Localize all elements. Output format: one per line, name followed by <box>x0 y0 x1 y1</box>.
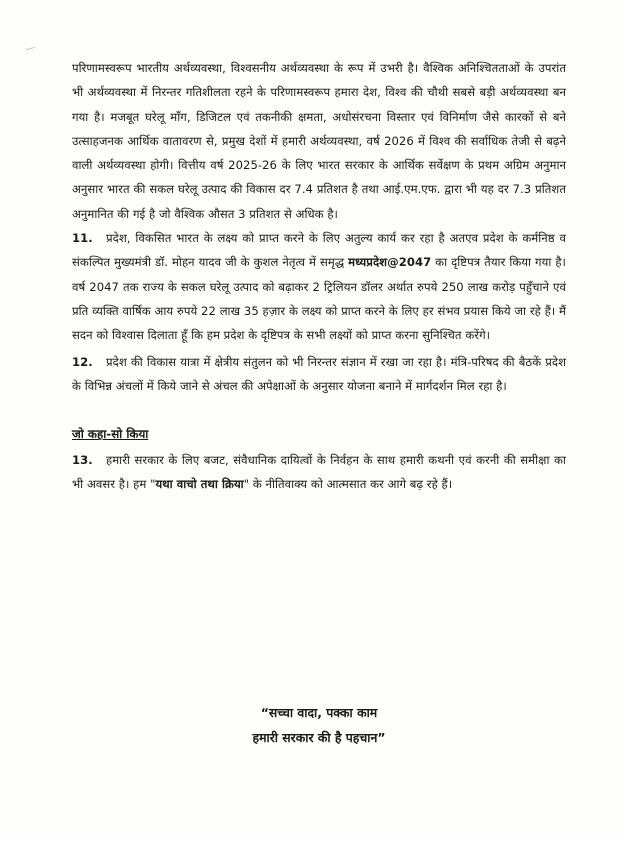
section-heading: जो कहा-सो किया <box>72 427 149 442</box>
paragraph-13-number: 13. <box>72 453 93 468</box>
paragraph-13-bold: यथा वाचो तथा क्रिया <box>155 477 244 492</box>
scan-mark <box>25 47 36 56</box>
paragraph-intro-text: परिणामस्वरूप भारतीय अर्थव्यवस्था, विश्वसनीय अर्थव्यवस्था के रूप में उभरी है। वैश्विक अनिश्चितताओं के उपरांत भी अर्थव्यवस्था में निरन्तर गतिशीलता रहने के परिणामस्वरूप हमारा देश, विश्व की चौथी सबसे बड़ी अर्थव्यवस्था बन गया है। मजबूत घरेलू माँग, डिजिटल एवं तकनीकी क्षमता, अधोसंरचना विस्तार एवं विनिर्माण जैसे कारकों से बने उत्साहजनक आर्थिक वातावरण से, प्रमुख देशों में हमारी अर्थव्यवस्था, वर्ष 2026 में विश्व की सर्वाधिक तेजी से बढ़ने वाली अर्थव्यवस्था होगी। वित्तीय वर्ष 2025-26 के लिए भारत सरकार के आर्थिक सर्वेक्षण के प्रथम अग्रिम अनुमान अनुसार भारत की सकल घरेलू उत्पाद की विकास दर 7.4 प्रतिशत है तथा आई.एम.एफ. द्वारा भी यह दर 7.3 प्रतिशत अनुमानित की गई है जो वैश्विक औसत 3 प्रतिशत से अधिक है। <box>72 61 566 221</box>
paragraph-11-text-a: प्रदेश, विकसित भारत के लक्ष्य को प्राप्त करने के लिए अतुल्य कार्य कर रहा है अतएव प्रदेश के कर्मनिष्ठ व संकल्पित मुख्यमंत्री डॉ. मोहन यादव जी के कुशल नेतृत्व में समृद्ध <box>72 231 566 270</box>
paragraph-11-number: 11. <box>72 231 93 246</box>
paragraph-13-text-b: " के नीतिवाक्य को आत्मसात कर आगे बढ़ रहे हैं। <box>243 477 453 492</box>
paragraph-12-number: 12. <box>72 354 93 369</box>
slogan-line-1: “सच्चा वादा, पक्का काम <box>260 705 378 720</box>
paragraph-13-text-a: हमारी सरकार के लिए बजट, संवैधानिक दायित्वों के निर्वहन के साथ हमारी कथनी एवं करनी की समीक्षा का भी अवसर है। हम " <box>72 453 566 492</box>
paragraph-12 <box>72 350 566 399</box>
paragraph-11-bold: मध्यप्रदेश@2047 <box>348 255 432 270</box>
paragraph-11 <box>72 226 566 347</box>
slogan <box>72 700 566 750</box>
paragraph-intro <box>72 56 566 226</box>
paragraph-13 <box>72 448 566 497</box>
paragraph-11-text-b: का दृष्टिपत्र तैयार किया गया है। वर्ष 2047 तक राज्य के सकल घरेलू उत्पाद को बढ़ाकर 2 ट्रिलियन डॉलर अर्थात रुपये 250 लाख करोड़ पहुँचाने एवं प्रति व्यक्ति वार्षिक आय रुपये 22 लाख 35 हज़ार के लक्ष्य को प्राप्त करने के लिए हर संभव प्रयास किये जा रहे हैं। मैं सदन को विश्वास दिलाता हूँ कि हम प्रदेश के दृष्टिपत्र के सभी लक्ष्यों को प्राप्त करना सुनिश्चित करेंगे। <box>72 255 566 343</box>
document-page <box>72 56 566 745</box>
paragraph-12-text: प्रदेश की विकास यात्रा में क्षेत्रीय संतुलन को भी निरन्तर संज्ञान में रखा जा रहा है। मंत्रि-परिषद की बैठकें प्रदेश के विभिन्न अंचलों में किये जाने से अंचल की अपेक्षाओं के अनुसार योजना बनाने में मार्गदर्शन मिल रहा है। <box>72 354 566 393</box>
slogan-line-2: हमारी सरकार की है पहचान” <box>252 730 386 745</box>
